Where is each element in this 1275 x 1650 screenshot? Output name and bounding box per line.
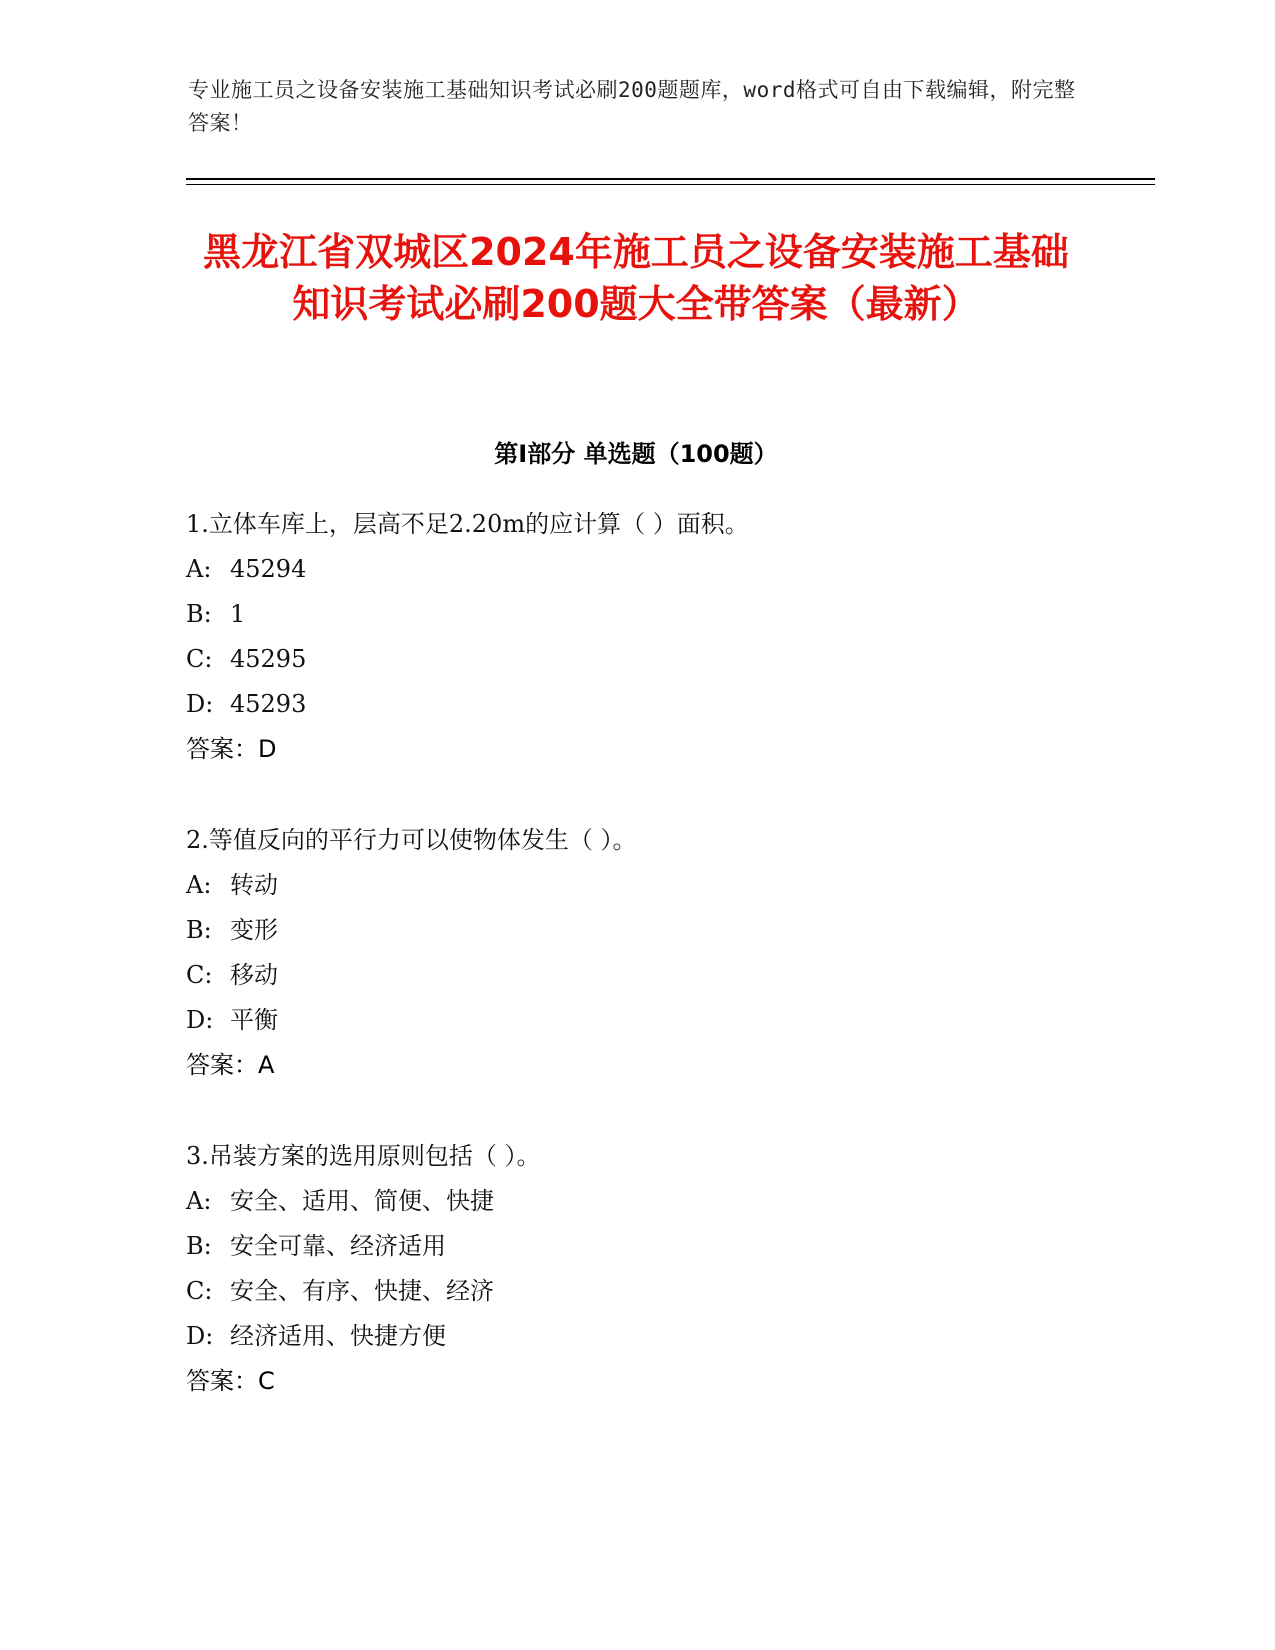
option-b <box>186 1224 1146 1269</box>
option-text: 45295 <box>230 645 307 673</box>
question-stem: 1.立体车库上，层高不足2.20m的应计算（ ）面积。 <box>186 510 749 538</box>
question-block-1 <box>186 502 1146 772</box>
option-b <box>186 908 1146 953</box>
option-text: 转动 <box>230 871 278 899</box>
question-stem: 3.吊装方案的选用原则包括（ ）。 <box>186 1142 541 1170</box>
option-a <box>186 863 1146 908</box>
option-text: 1 <box>230 600 246 628</box>
question-block-3 <box>186 1134 1146 1404</box>
option-text: 安全可靠、经济适用 <box>230 1232 446 1260</box>
option-text: 移动 <box>230 961 278 989</box>
answer-label: 答案：C <box>186 1367 275 1395</box>
question-block-2 <box>186 818 1146 1088</box>
option-c <box>186 953 1146 998</box>
option-c <box>186 1269 1146 1314</box>
option-d <box>186 1314 1146 1359</box>
option-text: 经济适用、快捷方便 <box>230 1322 446 1350</box>
option-letter: C: <box>186 645 213 673</box>
option-d <box>186 682 1146 727</box>
section-heading: 第I部分 单选题（100题） <box>494 440 778 468</box>
header-rule-thin <box>186 184 1155 185</box>
option-a <box>186 547 1146 592</box>
option-text: 45293 <box>230 690 307 718</box>
option-letter: B: <box>186 600 212 628</box>
option-letter: A: <box>186 555 212 583</box>
question-stem: 2.等值反向的平行力可以使物体发生（ ）。 <box>186 826 637 854</box>
option-letter: A: <box>186 1187 212 1215</box>
option-text: 45294 <box>230 555 307 583</box>
option-text: 平衡 <box>230 1006 278 1034</box>
document-title: 黑龙江省双城区2024年施工员之设备安装施工基础知识考试必刷200题大全带答案（最新） <box>203 230 1069 326</box>
option-letter: B: <box>186 1232 212 1260</box>
answer-label: 答案：D <box>186 735 277 763</box>
option-letter: B: <box>186 916 212 944</box>
option-letter: C: <box>186 1277 213 1305</box>
option-d <box>186 998 1146 1043</box>
option-text: 安全、适用、简便、快捷 <box>230 1187 494 1215</box>
option-letter: A: <box>186 871 212 899</box>
option-b <box>186 592 1146 637</box>
option-text: 变形 <box>230 916 278 944</box>
header-rule-thick <box>186 178 1155 180</box>
option-a <box>186 1179 1146 1224</box>
option-text: 安全、有序、快捷、经济 <box>230 1277 494 1305</box>
option-letter: D: <box>186 690 214 718</box>
option-c <box>186 637 1146 682</box>
option-letter: C: <box>186 961 213 989</box>
option-letter: D: <box>186 1322 214 1350</box>
header-note: 专业施工员之设备安装施工基础知识考试必刷200题题库，word格式可自由下载编辑，附完整答案！ <box>188 78 1076 135</box>
option-letter: D: <box>186 1006 214 1034</box>
answer-label: 答案：A <box>186 1051 275 1079</box>
